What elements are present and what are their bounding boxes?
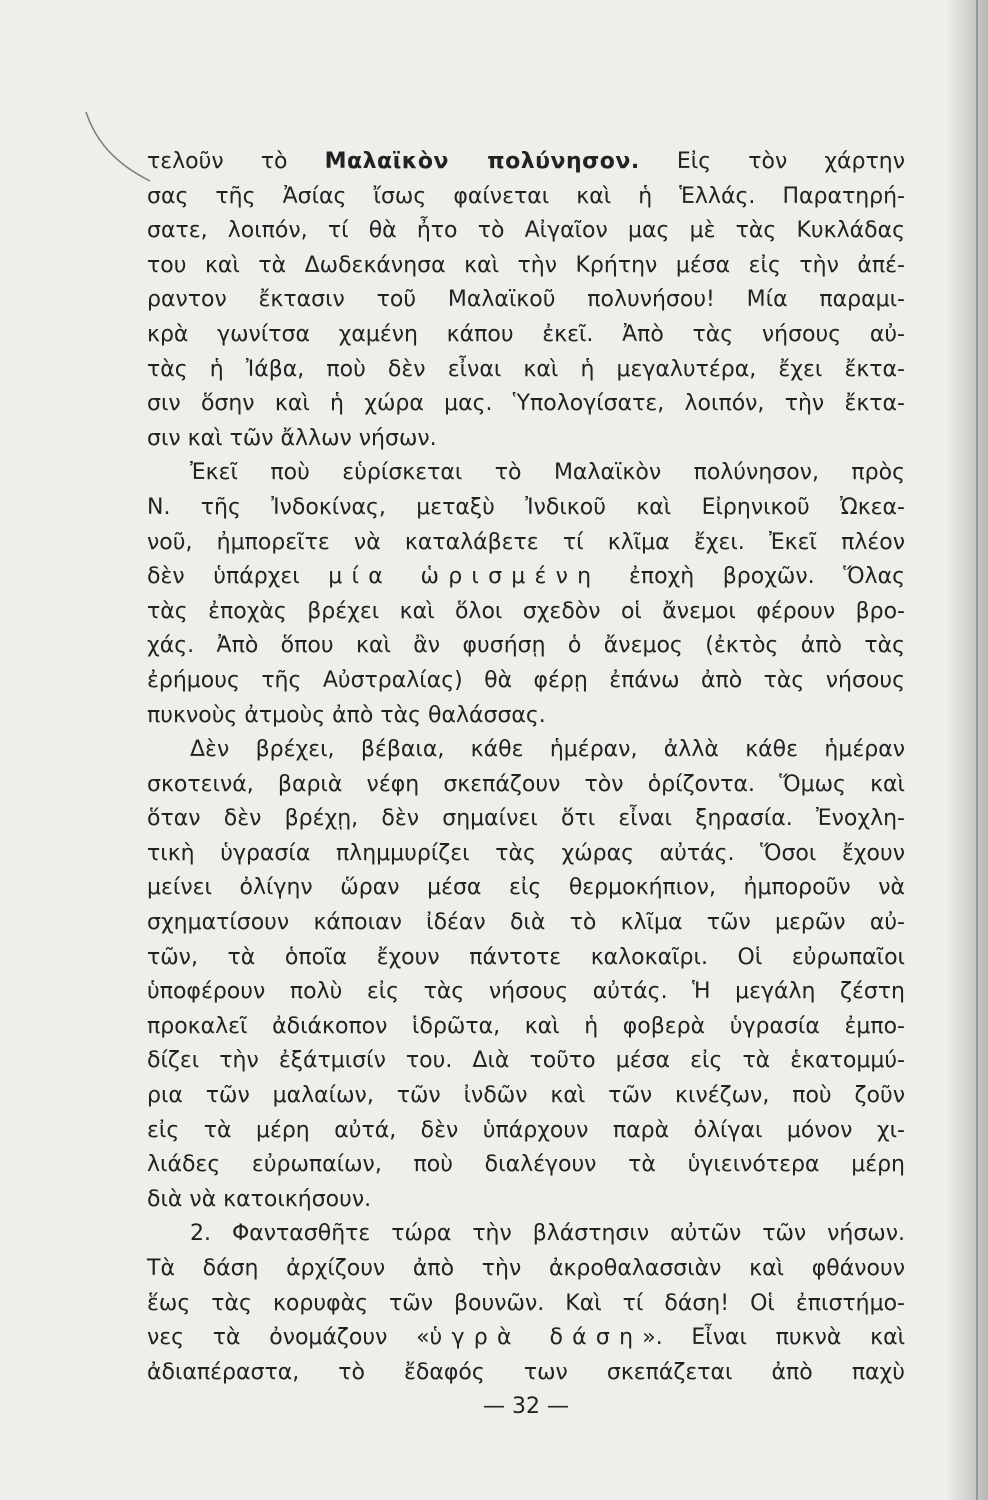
text-line: χάς. Ἀπὸ ὅπου καὶ ἂν φυσήσῃ ὁ ἄνεμος (ἐκτὸς ἀπὸ τὰς bbox=[147, 633, 905, 659]
line-text: ». Εἶναι πυκνὰ καὶ bbox=[642, 1325, 906, 1351]
emphasized-word: μία bbox=[328, 564, 392, 590]
line-text: Εἰς τὸν χάρτην bbox=[676, 149, 906, 174]
text-line: τὰς ἐποχὰς βρέχει καὶ ὅλοι σχεδὸν οἱ ἄνεμοι φέρουν βρο- bbox=[147, 598, 905, 624]
text-line: λιάδες εὐρωπαίων, ποὺ διαλέγουν τὰ ὑγιεινότερα μέρη bbox=[147, 1152, 905, 1178]
page-edge-shadow bbox=[946, 0, 988, 1500]
text-line: διὰ νὰ κατοικήσουν. bbox=[147, 1186, 372, 1212]
text-line: σχηματίσουν κάποιαν ἰδέαν διὰ τὸ κλῖμα τῶν μερῶν αὐ- bbox=[147, 910, 905, 936]
line-text: ἐποχὴ βροχῶν. Ὅλας bbox=[628, 564, 905, 590]
line-text: νες τὰ ὀνομάζουν « bbox=[147, 1325, 430, 1351]
text-line: δίζει τὴν ἐξάτμισίν του. Διὰ τοῦτο μέσα εἰς τὰ ἑκατομμύ- bbox=[147, 1048, 905, 1074]
emphasized-word: ὡρισμένη bbox=[420, 564, 601, 590]
text-line: προκαλεῖ ἀδιάκοπον ἱδρῶτα, καὶ ἡ φοβερὰ ὑγρασία ἐμπο- bbox=[147, 1013, 905, 1039]
page-number: — 32 — bbox=[483, 1394, 569, 1420]
text-line: νοῦ, ἠμπορεῖτε νὰ καταλάβετε τί κλῖμα ἔχει. Ἐκεῖ πλέον bbox=[147, 529, 905, 555]
text-line: ἀδιαπέραστα, τὸ ἔδαφός των σκεπάζεται ἀπὸ παχὺ bbox=[147, 1359, 905, 1385]
text-line: τικὴ ὑγρασία πλημμυρίζει τὰς χώρας αὐτάς. Ὅσοι ἔχουν bbox=[147, 840, 905, 866]
text-line bbox=[147, 1321, 905, 1356]
paragraph bbox=[147, 1217, 905, 1390]
emphasized-word: δάση bbox=[549, 1325, 643, 1351]
line-text: δὲν ὑπάρχει bbox=[147, 564, 300, 590]
text-line: ὑποφέρουν πολὺ εἰς τὰς νήσους αὐτάς. Ἡ μεγάλη ζέστη bbox=[147, 979, 905, 1005]
text-line bbox=[147, 145, 905, 180]
text-line: σας τῆς Ἀσίας ἴσως φαίνεται καὶ ἡ Ἑλλάς. Παρατηρή- bbox=[147, 183, 905, 209]
text-line bbox=[147, 560, 905, 595]
text-line: ἕως τὰς κορυφὰς τῶν βουνῶν. Καὶ τί δάση! Οἱ ἐπιστήμο- bbox=[147, 1290, 905, 1316]
text-line: ἐρήμους τῆς Αὐστραλίας) θὰ φέρῃ ἐπάνω ἀπὸ τὰς νήσους bbox=[147, 667, 905, 693]
text-line: του καὶ τὰ Δωδεκάνησα καὶ τὴν Κρήτην μέσα εἰς τὴν ἀπέ- bbox=[147, 252, 905, 278]
text-line: τὰς ἡ Ἰάβα, ποὺ δὲν εἶναι καὶ ἡ μεγαλυτέρα, ἔχει ἔκτα- bbox=[147, 356, 905, 382]
text-line: ραντον ἔκτασιν τοῦ Μαλαϊκοῦ πολυνήσου! Μία παραμι- bbox=[147, 287, 905, 313]
text-line: σατε, λοιπόν, τί θὰ ἦτο τὸ Αἰγαῖον μας μὲ τὰς Κυκλάδας bbox=[147, 218, 905, 244]
emphasized-word: ὑγρὰ bbox=[429, 1325, 521, 1351]
text-line: Δὲν βρέχει, βέβαια, κάθε ἡμέραν, ἀλλὰ κάθε ἡμέραν bbox=[190, 737, 905, 763]
text-line: μείνει ὀλίγην ὥραν μέσα εἰς θερμοκήπιον, ἠμποροῦν νὰ bbox=[147, 875, 905, 901]
text-line: κρὰ γωνίτσα χαμένη κάπου ἐκεῖ. Ἀπὸ τὰς νήσους αὐ- bbox=[147, 321, 905, 347]
paragraph bbox=[147, 733, 905, 1217]
text-line: ρια τῶν μαλαίων, τῶν ἰνδῶν καὶ τῶν κινέζων, ποὺ ζοῦν bbox=[147, 1083, 905, 1109]
text-line: Ν. τῆς Ἰνδοκίνας, μεταξὺ Ἰνδικοῦ καὶ Εἰρηνικοῦ Ὠκεα- bbox=[147, 494, 905, 520]
body-text bbox=[147, 145, 905, 1425]
text-line: Τὰ δάση ἀρχίζουν ἀπὸ τὴν ἀκροθαλασσιὰν καὶ φθάνουν bbox=[147, 1256, 905, 1281]
text-line: 2. Φαντασθῆτε τώρα τὴν βλάστησιν αὐτῶν τῶν νήσων. bbox=[190, 1221, 905, 1247]
text-line: πυκνοὺς ἀτμοὺς ἀπὸ τὰς θαλάσσας. bbox=[147, 702, 546, 728]
paragraph bbox=[147, 145, 905, 456]
text-line: Ἐκεῖ ποὺ εὑρίσκεται τὸ Μαλαϊκὸν πολύνησον, πρὸς bbox=[190, 460, 905, 486]
paragraph bbox=[147, 456, 905, 733]
text-line: σιν ὅσην καὶ ἡ χώρα μας. Ὑπολογίσατε, λοιπόν, τὴν ἔκτα- bbox=[147, 391, 905, 417]
text-line: εἰς τὰ μέρη αὐτά, δὲν ὑπάρχουν παρὰ ὀλίγαι μόνον χι- bbox=[147, 1117, 905, 1143]
page-edge-line bbox=[976, 0, 978, 1500]
text-line: ὅταν δὲν βρέχῃ, δὲν σημαίνει ὅτι εἶναι ξηρασία. Ἐνοχλη- bbox=[147, 806, 905, 832]
line-text: τελοῦν τὸ bbox=[147, 149, 288, 174]
bold-term: Μαλαϊκὸν πολύνησον. bbox=[324, 149, 640, 174]
text-line: σκοτεινά, βαριὰ νέφη σκεπάζουν τὸν ὁρίζοντα. Ὅμως καὶ bbox=[147, 771, 905, 797]
text-line: σιν καὶ τῶν ἄλλων νήσων. bbox=[147, 425, 437, 451]
text-line: τῶν, τὰ ὁποῖα ἔχουν πάντοτε καλοκαῖρι. Οἱ εὐρωπαῖοι bbox=[147, 944, 905, 970]
